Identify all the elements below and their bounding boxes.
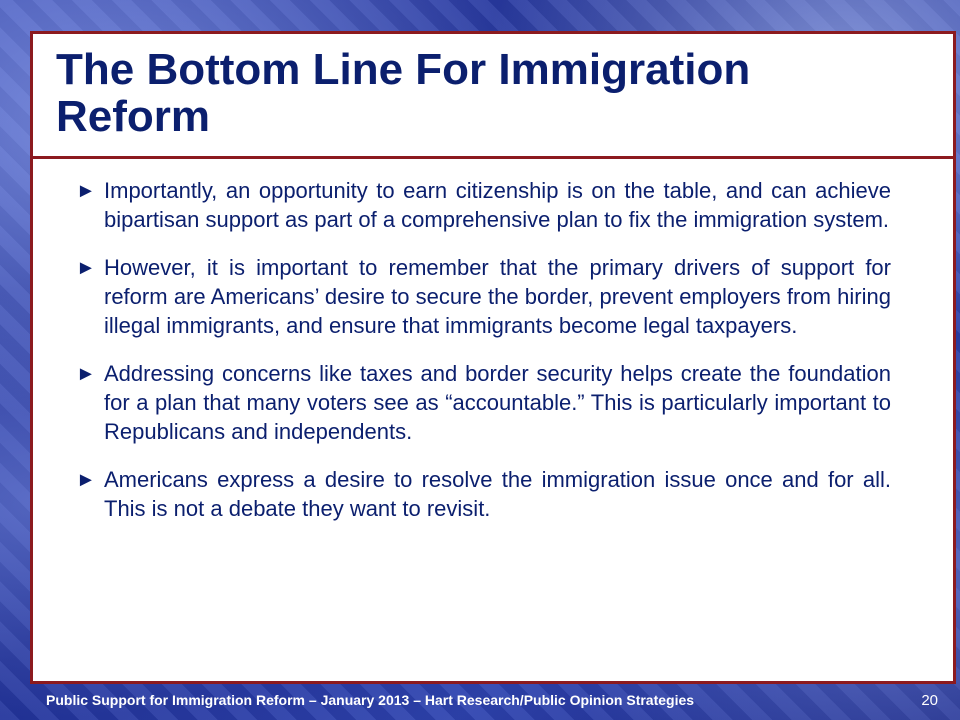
bullet-text: Americans express a desire to resolve the immigration issue once and for all. This is not a debate they want to revisit. [104,467,891,521]
bullet-arrow-icon: ► [76,180,96,202]
bullet-arrow-icon: ► [76,363,96,385]
bullet-arrow-icon: ► [76,469,96,491]
bullet-text: Importantly, an opportunity to earn citizenship is on the table, and can achieve bipartisan support as part of a comprehensive plan to fix the immigration system. [104,178,891,232]
slide-title: The Bottom Line For Immigration Reform [56,45,751,141]
bullet-item [76,359,891,446]
bullet-item [76,176,891,234]
bullet-item [76,465,891,523]
bullet-text: Addressing concerns like taxes and border security helps create the foundation for a plan that many voters see as “accountable.” This is particularly important to Republicans and independents. [104,361,891,444]
page-number: 20 [921,692,938,709]
bullet-item [76,253,891,340]
title-block [33,34,953,159]
bullet-arrow-icon: ► [76,257,96,279]
footer [0,684,960,720]
slide-panel [30,31,956,684]
bullet-text: However, it is important to remember that the primary drivers of support for reform are Americans’ desire to secure the border, prevent employers from hiring illegal immigrants, and ensure that immigrants become legal taxpayers. [104,255,891,338]
bullet-list [76,176,891,542]
footer-source: Public Support for Immigration Reform – January 2013 – Hart Research/Public Opinion Strategies [46,692,695,708]
